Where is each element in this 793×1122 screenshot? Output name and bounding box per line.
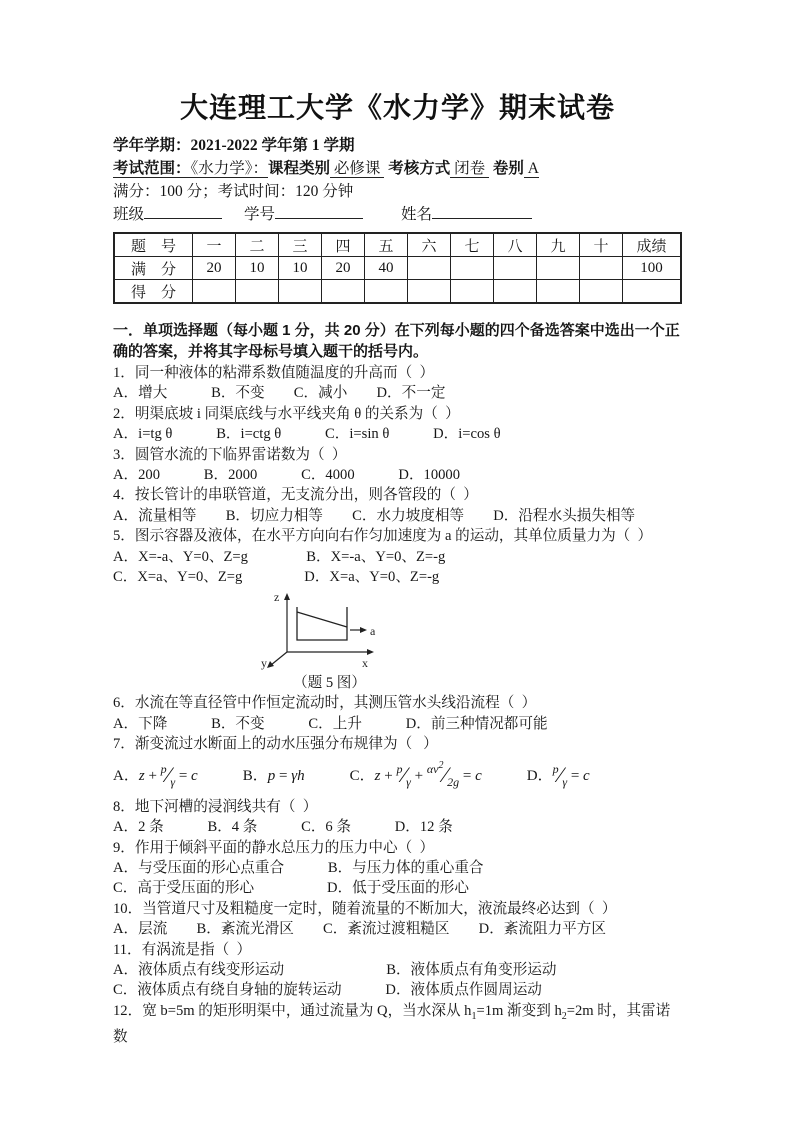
- score-table-cell: [623, 280, 682, 304]
- score-table-cell: 20: [193, 257, 236, 280]
- assess-method-value: 闭卷: [450, 160, 489, 177]
- score-table-row: [114, 280, 681, 304]
- scope-label: 考试范围：: [113, 160, 191, 177]
- q9-options-ab: A．与受压面的形心点重合 B．与压力体的重心重合: [113, 859, 484, 876]
- student-id-label: 学号: [244, 206, 276, 223]
- q10-stem: 10．当管道尺寸及粗糙度一定时，随着流量的不断加大，液流最终必达到（ ）: [113, 900, 617, 917]
- q1-options: A．增大 B．不变 C．减小 D．不一定: [113, 385, 446, 402]
- score-table-header-cell: 二: [236, 233, 279, 257]
- score-table-header-cell: 九: [537, 233, 580, 257]
- class-label: 班级: [113, 206, 145, 223]
- score-table-cell: [193, 280, 236, 304]
- student-id-blank: [275, 203, 363, 219]
- z-axis-label: z: [274, 590, 280, 605]
- score-table-header-cell: 成绩: [623, 233, 682, 257]
- score-table-header-cell: 一: [193, 233, 236, 257]
- score-table-row-label: 满 分: [114, 257, 193, 280]
- score-table-row: [114, 257, 681, 280]
- score-table-cell: [451, 257, 494, 280]
- score-table-cell: 100: [623, 257, 682, 280]
- score-table-cell: [580, 280, 623, 304]
- score-table-cell: [365, 280, 408, 304]
- q2-stem: 2．明渠底坡 i 同渠底线与水平线夹角 θ 的关系为（ ）: [113, 405, 460, 422]
- q5-figure-svg: [261, 589, 387, 673]
- score-table-cell: [322, 280, 365, 304]
- name-label: 姓名: [401, 206, 433, 223]
- section-one-heading: 一．单项选择题（每小题 1 分，共 20 分）在下列每小题的四个备选答案中选出一个正确的答案，并将其字母标号填入题干的括号内。: [113, 322, 680, 360]
- q5-options-cd: C．X=a、Y=0、Z=g D．X=a、Y=0、Z=-g: [113, 569, 440, 586]
- paper-variant-value: A: [523, 160, 539, 177]
- q12-stem: 12．宽 b=5m 的矩形明渠中，通过流量为 Q，当水深从 $h_1=1m$ 渐变到 $h_2=2m$ 时，其雷诺数: [113, 1002, 671, 1046]
- q4-stem: 4．按长管计的串联管道，无支流分出，则各管段的（ ）: [113, 487, 478, 504]
- score-table-cell: [408, 257, 451, 280]
- q5-figure-caption: （题 5 图）: [293, 675, 366, 692]
- container-outline: [297, 607, 347, 640]
- course-type-value: 必修课: [330, 160, 385, 177]
- y-axis-arrowhead: [267, 661, 274, 668]
- q11-stem: 11．有涡流是指（ ）: [113, 941, 252, 958]
- acceleration-arrowhead: [360, 627, 367, 633]
- score-table-cell: 40: [365, 257, 408, 280]
- header-student-info-line: [113, 203, 682, 226]
- q7-options: A．$z + ^p⁄_\gamma = c$ B．p = γh C．$z + ^p⁄_\gamma$ + $^{\alpha v^2}⁄_{2g} = c$ D．$^p⁄_\gamma = c$: [113, 759, 590, 789]
- score-table-row: [114, 233, 681, 257]
- score-table: [113, 232, 682, 304]
- score-table-cell: [236, 280, 279, 304]
- score-table-cell: [279, 280, 322, 304]
- score-table-cell: [451, 280, 494, 304]
- score-table-cell: [494, 257, 537, 280]
- q5-options-ab: A．X=-a、Y=0、Z=g B．X=-a、Y=0、Z=-g: [113, 548, 446, 565]
- header-semester-line: [113, 134, 682, 157]
- x-axis-label: x: [362, 656, 368, 671]
- score-table-header-cell: 五: [365, 233, 408, 257]
- score-table-cell: [580, 257, 623, 280]
- semester-label: 学年学期：: [113, 137, 191, 154]
- assess-method-label: 考核方式: [388, 160, 451, 177]
- score-table-header-cell: 四: [322, 233, 365, 257]
- q3-stem: 3．圆管水流的下临界雷诺数为（ ）: [113, 446, 347, 463]
- q1-stem: 1．同一种液体的粘滞系数值随温度的升高而（ ）: [113, 365, 435, 381]
- q8-stem: 8．地下河槽的浸润线共有（ ）: [113, 798, 318, 815]
- score-table-cell: [537, 280, 580, 304]
- header-scope-line: [113, 157, 682, 180]
- score-table-cell: 10: [279, 257, 322, 280]
- q8-options: A．2 条 B．4 条 C．6 条 D．12 条: [113, 819, 453, 836]
- class-blank: [144, 203, 222, 219]
- acceleration-label: a: [370, 624, 376, 639]
- questions-body: [113, 363, 682, 1047]
- score-table-header-cell: 十: [580, 233, 623, 257]
- score-table-cell: 20: [322, 257, 365, 280]
- q5-figure: [113, 587, 682, 673]
- score-table-header-cell: 六: [408, 233, 451, 257]
- score-table-cell: [494, 280, 537, 304]
- course-type-label: 课程类别: [268, 160, 331, 177]
- liquid-surface-line: [297, 612, 347, 627]
- q5-stem: 5．图示容器及液体，在水平方向向右作匀加速度为 a 的运动，其单位质量力为（ ）: [113, 528, 653, 545]
- q9-options-cd: C．高于受压面的形心 D．低于受压面的形心: [113, 880, 469, 897]
- q10-options: A．层流 B．紊流光滑区 C．紊流过渡粗糙区 D．紊流阻力平方区: [113, 921, 606, 938]
- score-table-header-cell: 七: [451, 233, 494, 257]
- q9-stem: 9．作用于倾斜平面的静水总压力的压力中心（ ）: [113, 839, 435, 856]
- score-table-row-label: 得 分: [114, 280, 193, 304]
- q4-options: A．流量相等 B．切应力相等 C．水力坡度相等 D．沿程水头损失相等: [113, 507, 636, 524]
- name-blank: [432, 203, 532, 219]
- scope-value: 《水力学》：: [190, 160, 269, 177]
- page-title: 大连理工大学《水力学》期末试卷: [179, 92, 615, 123]
- score-table-cell: 10: [236, 257, 279, 280]
- q3-options: A．200 B．2000 C．4000 D．10000: [113, 467, 461, 484]
- header-score-time-line: 满分：100 分；考试时间：120 分钟: [113, 183, 354, 200]
- q11-options-ab: A．液体质点有线变形运动 B．液体质点有角变形运动: [113, 961, 557, 978]
- paper-variant-label: 卷别: [492, 160, 524, 177]
- q6-options: A．下降 B．不变 C．上升 D．前三种情况都可能: [113, 715, 548, 732]
- q2-options: A．i=tg θ B．i=ctg θ C．i=sin θ D．i=cos θ: [113, 426, 501, 443]
- score-table-cell: [537, 257, 580, 280]
- q6-stem: 6．水流在等直径管中作恒定流动时，其测压管水头线沿流程（ ）: [113, 695, 537, 712]
- score-table-row-label: 题 号: [114, 233, 193, 257]
- score-table-header-cell: 八: [494, 233, 537, 257]
- y-axis-label: y: [261, 656, 267, 671]
- x-axis-arrowhead: [367, 649, 374, 655]
- score-table-header-cell: 三: [279, 233, 322, 257]
- q7-stem: 7．渐变流过水断面上的动水压强分布规律为（ ）: [113, 736, 438, 753]
- y-axis: [271, 652, 287, 665]
- z-axis-arrowhead: [284, 593, 290, 600]
- q11-options-cd: C．液体质点有绕自身轴的旋转运动 D．液体质点作圆周运动: [113, 982, 542, 999]
- score-table-cell: [408, 280, 451, 304]
- semester-value: 2021-2022 学年第 1 学期: [190, 137, 355, 154]
